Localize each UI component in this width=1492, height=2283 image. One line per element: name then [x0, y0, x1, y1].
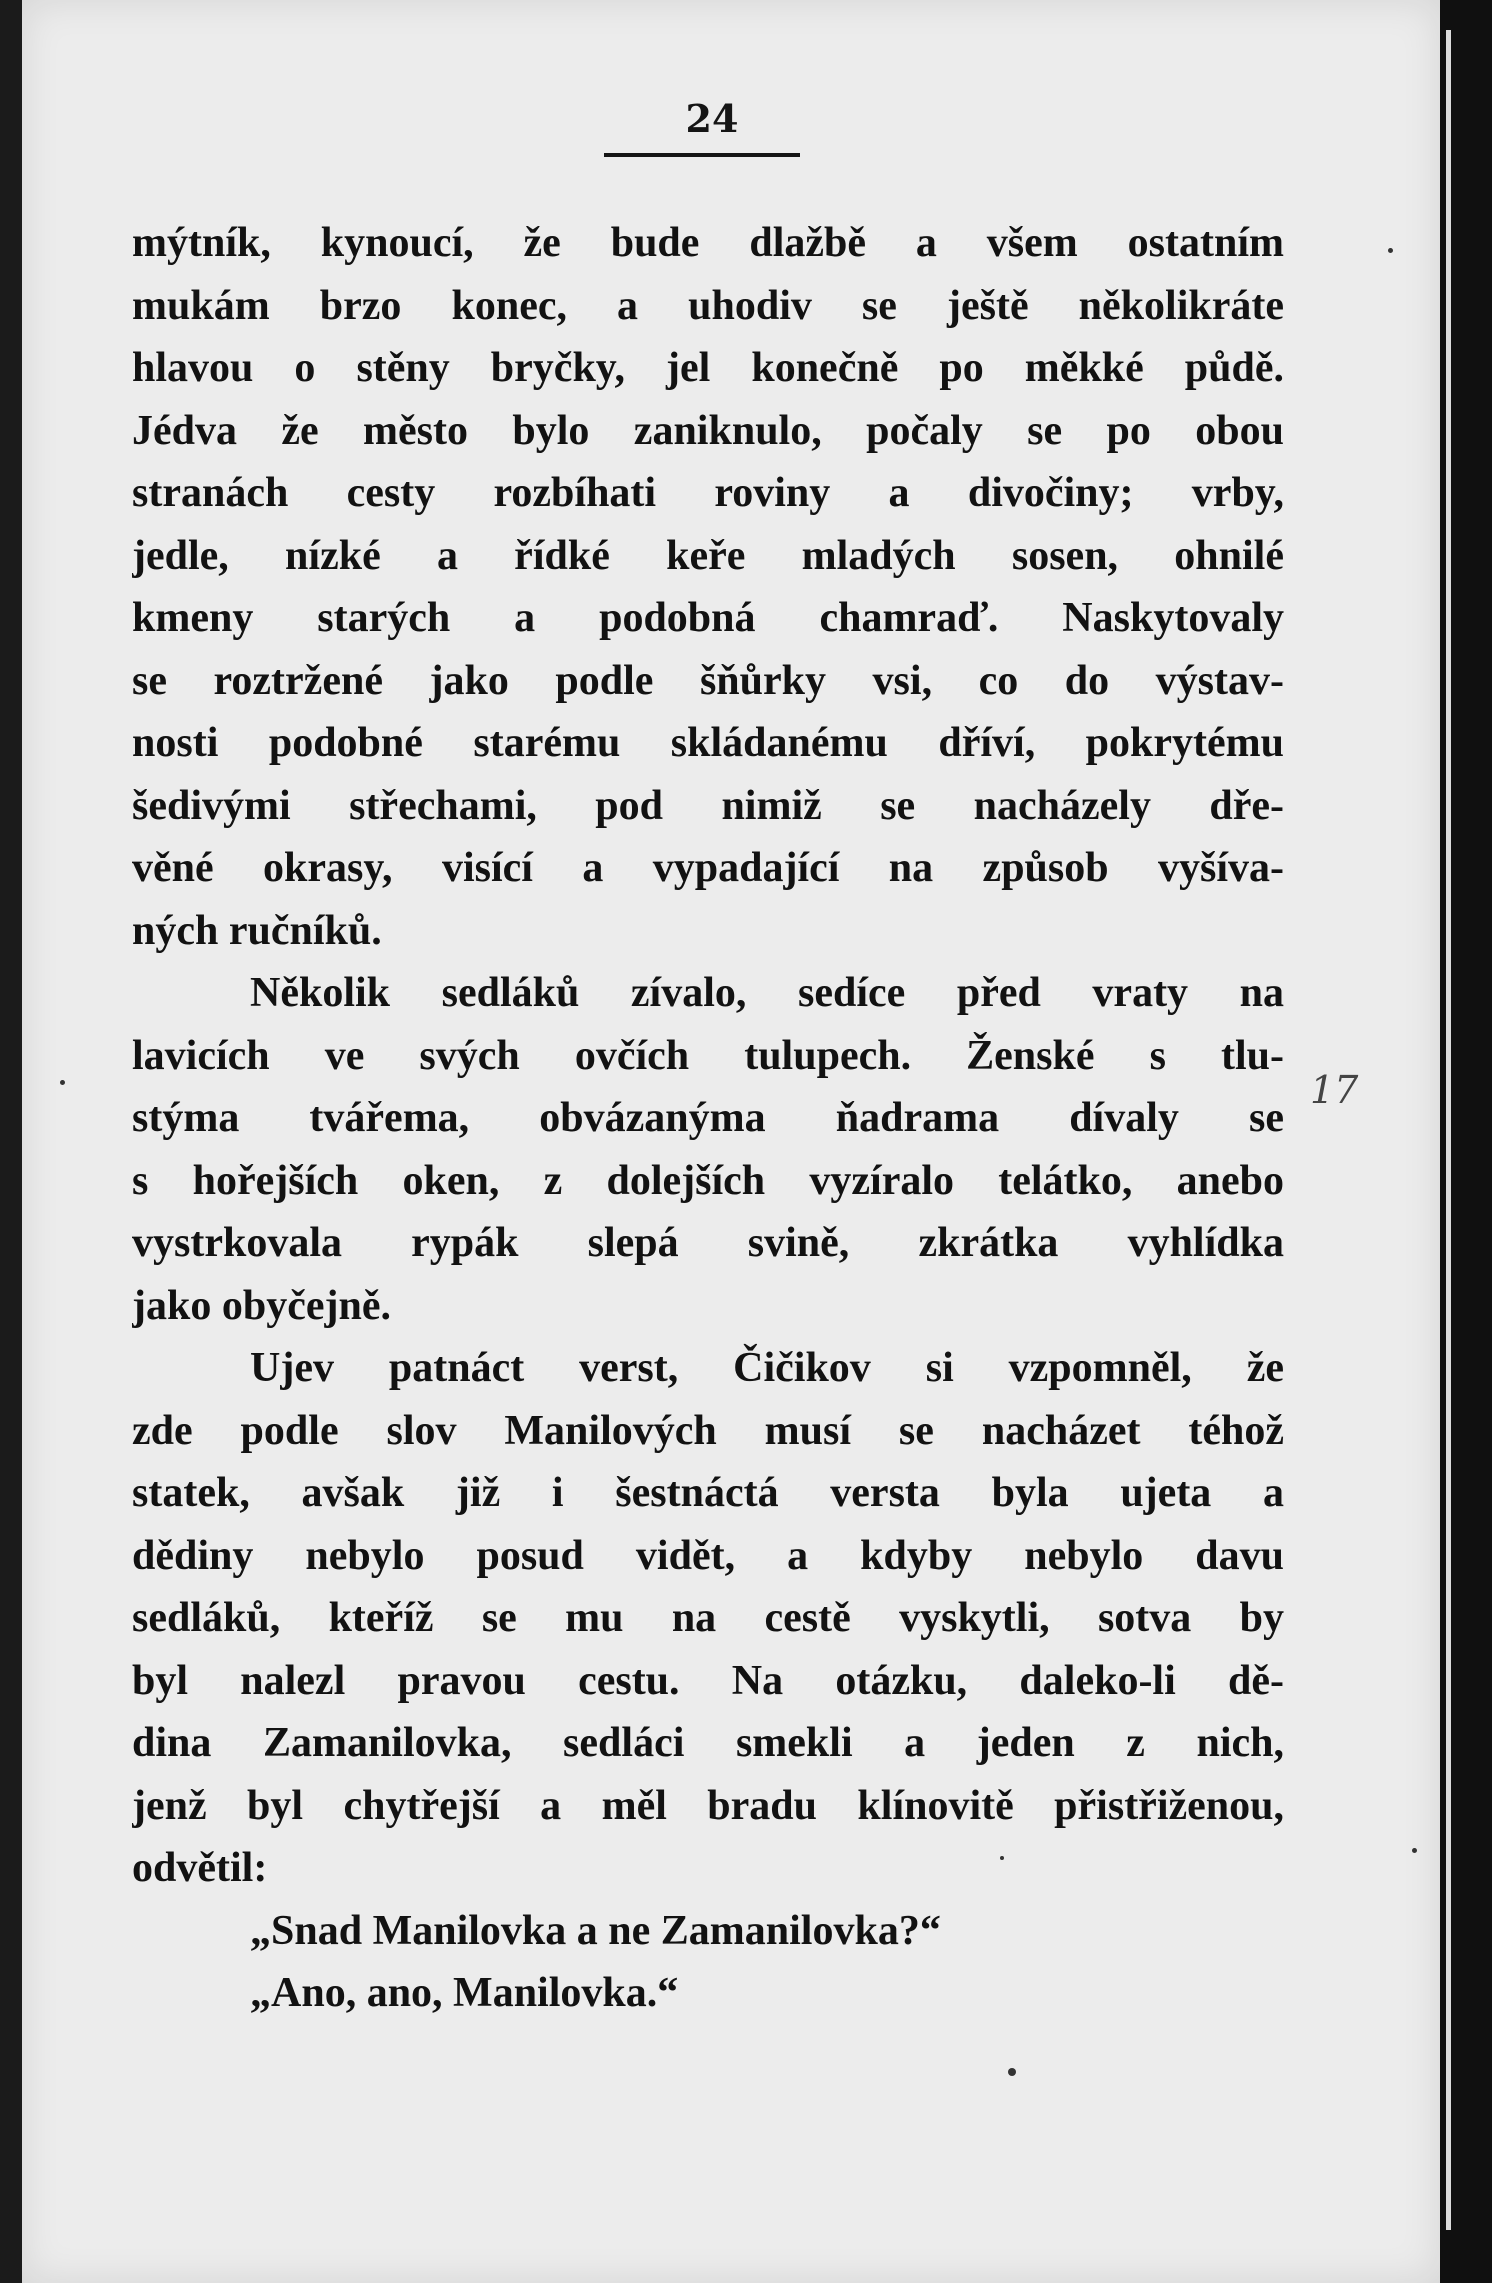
- text-line: Několik sedláků zívalo, sedíce před vraty na: [250, 970, 1284, 1016]
- text-line: byl nalezl pravou cestu. Na otázku, daleko-li dě-: [132, 1657, 1284, 1704]
- text-line: dědiny nebylo posud vidět, a kdyby nebylo davu: [132, 1532, 1284, 1579]
- text-line: mukám brzo konec, a uhodiv se ještě několikráte: [132, 282, 1284, 329]
- text-line: sedláků, kteříž se mu na cestě vyskytli, sotva by: [132, 1595, 1284, 1641]
- speck: [1388, 248, 1393, 253]
- page-number: 24: [685, 96, 739, 141]
- text-line: statek, avšak již i šestnáctá versta byla ujeta a: [132, 1470, 1284, 1516]
- text-line: „Ano, ano, Manilovka.“: [250, 1970, 679, 2016]
- text-line: jenž byl chytřejší a měl bradu klínovitě přistřiženou,: [132, 1782, 1284, 1829]
- text-line: dina Zamanilovka, sedláci smekli a jeden z nich,: [132, 1720, 1284, 1766]
- text-line: s hořejších oken, z dolejších vyzíralo telátko, anebo: [132, 1157, 1284, 1204]
- text-line: odvětil:: [132, 1845, 268, 1891]
- text-line: se roztržené jako podle šňůrky vsi, co do výstav-: [132, 657, 1284, 704]
- text-line: „Snad Manilovka a ne Zamanilovka?“: [250, 1907, 941, 1954]
- text-line: nosti podobné starému skládanému dříví, pokrytému: [132, 720, 1284, 766]
- text-line: ných ručníků.: [132, 907, 382, 954]
- speck: [1000, 1856, 1004, 1860]
- text-line: jako obyčejně.: [132, 1282, 391, 1329]
- text-line: zde podle slov Manilových musí se nacházet téhož: [132, 1407, 1284, 1454]
- text-line: Jédva že město bylo zaniknulo, počaly se po obou: [132, 407, 1284, 454]
- speck: [60, 1080, 65, 1085]
- text-line: lavicích ve svých ovčích tulupech. Ženské s tlu-: [132, 1032, 1284, 1079]
- text-line: Ujev patnáct verst, Čičikov si vzpomněl, že: [250, 1345, 1284, 1391]
- text-line: hlavou o stěny bryčky, jel konečně po měkké půdě.: [132, 345, 1284, 391]
- body-text: [132, 212, 1284, 2025]
- margin-annotation: 17: [1310, 1068, 1359, 1112]
- text-line: stranách cesty rozbíhati roviny a divočiny; vrby,: [132, 470, 1284, 516]
- header-rule: [604, 153, 800, 157]
- text-line: věné okrasy, visící a vypadající na způsob vyšíva-: [132, 845, 1284, 891]
- text-line: jedle, nízké a řídké keře mladých sosen, ohnilé: [132, 532, 1284, 579]
- speck: [1008, 2068, 1016, 2076]
- text-line: šedivými střechami, pod nimiž se nacházely dře-: [132, 782, 1284, 829]
- text-line: vystrkovala rypák slepá svině, zkrátka vyhlídka: [132, 1220, 1284, 1266]
- text-line: kmeny starých a podobná chamraď. Naskytovaly: [132, 595, 1284, 641]
- speck: [1412, 1848, 1417, 1853]
- text-line: stýma tvářema, obvázanýma ňadrama dívaly se: [132, 1095, 1284, 1141]
- page-edge-highlight: [1446, 30, 1451, 2230]
- text-line: mýtník, kynoucí, že bude dlažbě a všem ostatním: [132, 220, 1284, 266]
